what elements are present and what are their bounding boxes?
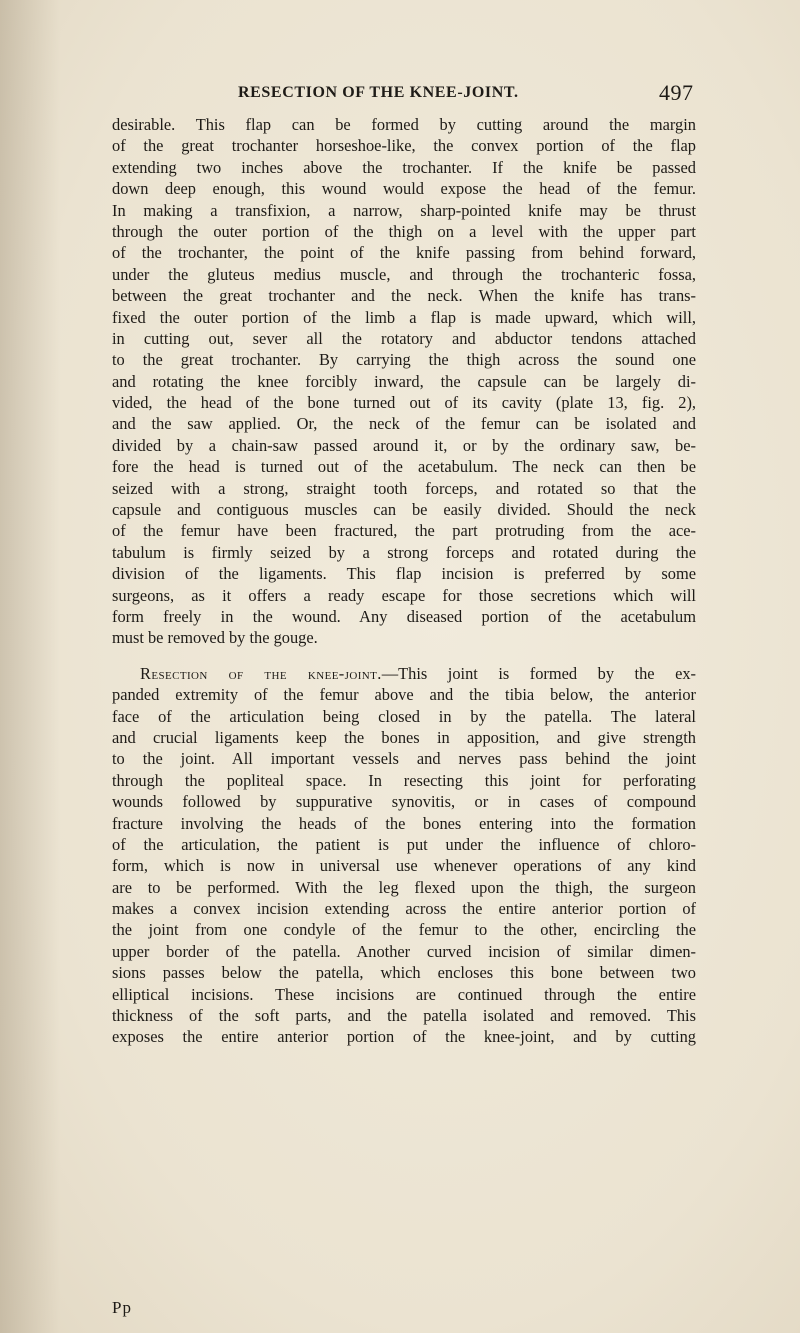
paragraph-gap — [112, 649, 696, 663]
text-line: form, which is now in universal use whenever operations of any kind — [112, 856, 696, 876]
paragraph-hip-resection — [112, 114, 696, 649]
section-heading: Resection of the knee-joint. — [140, 663, 382, 683]
text-line: in cutting out, sever all the rotatory and abductor tendons attached — [112, 328, 696, 348]
running-head: RESECTION OF THE KNEE-JOINT. — [238, 84, 519, 101]
paragraph-knee-resection — [112, 663, 696, 1048]
text-line: must be removed by the gouge. — [112, 628, 318, 648]
text-line: desirable. This flap can be formed by cutting around the margin — [112, 115, 696, 134]
text-line — [112, 663, 696, 684]
text-line: of the trochanter, the point of the knife passing from behind forward, — [112, 243, 696, 263]
page-number: 497 — [659, 80, 694, 105]
text-line: to the joint. All important vessels and nerves pass behind the joint — [112, 749, 696, 769]
text-line: of the great trochanter horseshoe-like, the convex portion of the flap — [112, 136, 696, 156]
text-line: fracture involving the heads of the bones entering into the formation — [112, 813, 696, 833]
text-line: surgeons, as it offers a ready escape for those secretions which will — [112, 585, 696, 605]
text-line: sions passes below the patella, which encloses this bone between two — [112, 963, 696, 983]
text-line: are to be performed. With the leg flexed upon the thigh, the surgeon — [112, 877, 696, 897]
body-text — [112, 114, 696, 1048]
text-line: of the femur have been fractured, the part protruding from the ace- — [112, 521, 696, 541]
text-line: extending two inches above the trochanter. If the knife be passed — [112, 157, 696, 177]
text-line: panded extremity of the femur above and the tibia below, the anterior — [112, 685, 696, 705]
gutter-shadow — [0, 0, 60, 1333]
text-line: upper border of the patella. Another curved incision of similar dimen- — [112, 941, 696, 961]
text-line: through the outer portion of the thigh on a level with the upper part — [112, 221, 696, 241]
text-line: and rotating the knee forcibly inward, the capsule can be largely di- — [112, 371, 696, 391]
text-line: fixed the outer portion of the limb a flap is made upward, which will, — [112, 307, 696, 327]
text-run: —This joint is formed by the ex- — [381, 663, 696, 683]
text-line: and the saw applied. Or, the neck of the femur can be isolated and — [112, 414, 696, 434]
text-line: division of the ligaments. This flap incision is preferred by some — [112, 564, 696, 584]
text-line: elliptical incisions. These incisions are continued through the entire — [112, 984, 696, 1004]
text-line: wounds followed by suppurative synovitis, or in cases of compound — [112, 792, 696, 812]
text-line: fore the head is turned out of the acetabulum. The neck can then be — [112, 457, 696, 477]
text-line: to the great trochanter. By carrying the thigh across the sound one — [112, 350, 696, 370]
text-line: form freely in the wound. Any diseased portion of the acetabulum — [112, 606, 696, 626]
text-line: face of the articulation being closed in by the patella. The lateral — [112, 706, 696, 726]
signature-mark: Pp — [112, 1298, 132, 1317]
text-line: capsule and contiguous muscles can be easily divided. Should the neck — [112, 500, 696, 520]
text-line: through the popliteal space. In resecting this joint for perforating — [112, 770, 696, 790]
text-line: thickness of the soft parts, and the patella isolated and removed. This — [112, 1006, 696, 1026]
text-line: exposes the entire anterior portion of the knee-joint, and by cutting — [112, 1027, 696, 1047]
text-line: and crucial ligaments keep the bones in apposition, and give strength — [112, 727, 696, 747]
text-line: divided by a chain-saw passed around it, or by the ordinary saw, be- — [112, 435, 696, 455]
text-line: down deep enough, this wound would expose the head of the femur. — [112, 179, 696, 199]
text-line: under the gluteus medius muscle, and through the trochanteric fossa, — [112, 264, 696, 284]
text-line: the joint from one condyle of the femur to the other, encircling the — [112, 920, 696, 940]
text-line: vided, the head of the bone turned out of its cavity (plate 13, fig. 2), — [112, 393, 696, 413]
text-line: between the great trochanter and the neck. When the knife has trans- — [112, 286, 696, 306]
text-line: tabulum is firmly seized by a strong forceps and rotated during the — [112, 542, 696, 562]
text-line: In making a transfixion, a narrow, sharp-pointed knife may be thrust — [112, 200, 696, 220]
text-line: makes a convex incision extending across the entire anterior portion of — [112, 899, 696, 919]
text-line: of the articulation, the patient is put under the influence of chloro- — [112, 834, 696, 854]
text-line: seized with a strong, straight tooth forceps, and rotated so that the — [112, 478, 696, 498]
